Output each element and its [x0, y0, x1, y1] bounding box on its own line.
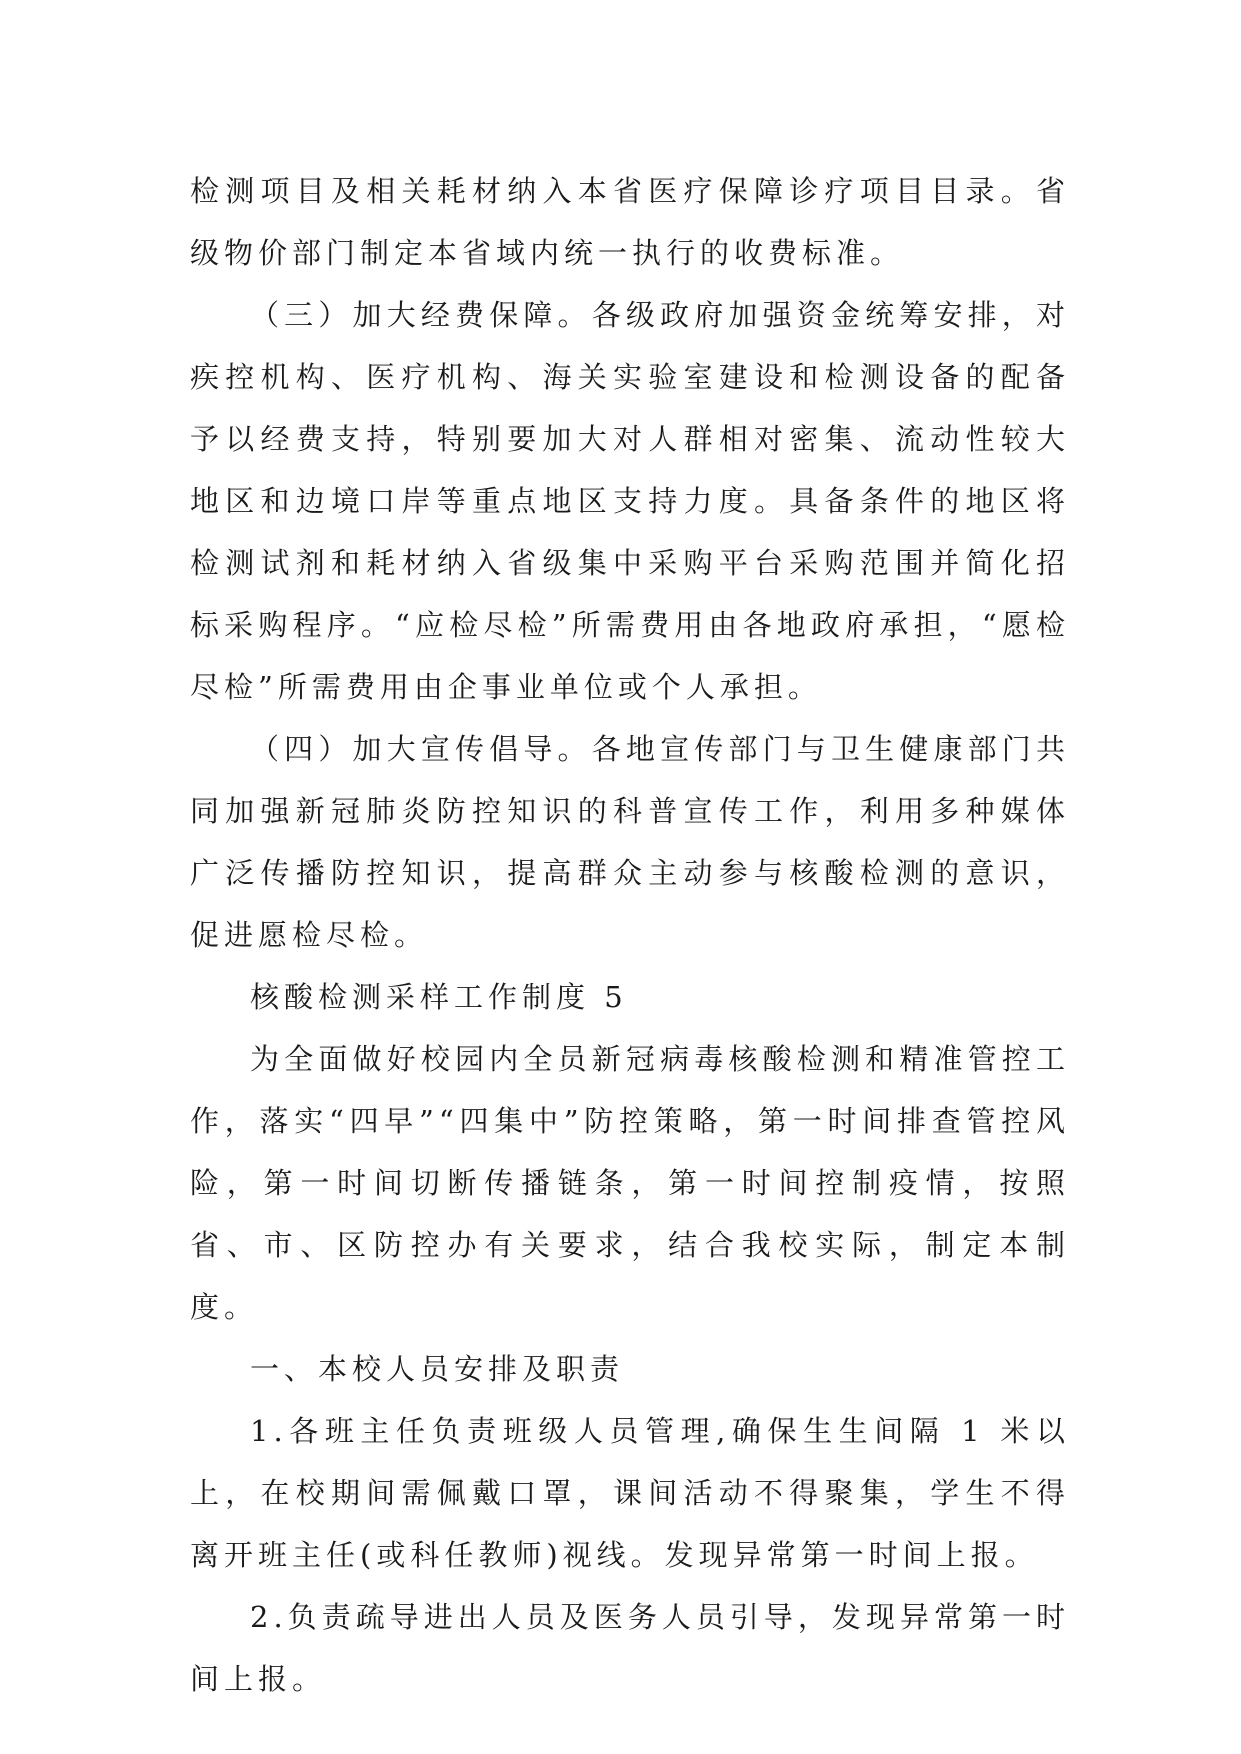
paragraph-publicity: （四）加大宣传倡导。各地宣传部门与卫生健康部门共同加强新冠肺炎防控知识的科普宣传工作，利用多种媒体广泛传播防控知识，提高群众主动参与核酸检测的意识，促进愿检尽检。 — [190, 732, 1070, 952]
section-heading-staff-duties: 一、本校人员安排及职责 — [250, 1352, 625, 1386]
paragraph-funding-guarantee: （三）加大经费保障。各级政府加强资金统筹安排，对疾控机构、医疗机构、海关实验室建设和检测设备的配备予以经费支持，特别要加大对人群相对密集、流动性较大地区和边境口岸等重点地区支持力度。具备条件的地区将检测试剂和耗材纳入省级集中采购平台采购范围并简化招标采购程序。“应检尽检”所需费用由各地政府承担，“愿检尽检”所需费用由企事业单位或个人承担。 — [190, 298, 1070, 704]
paragraph-fee-standard: 检测项目及相关耗材纳入本省医疗保障诊疗项目目录。省级物价部门制定本省域内统一执行的收费标准。 — [190, 174, 1070, 270]
paragraph-intro: 为全面做好校园内全员新冠病毒核酸检测和精准管控工作，落实“四早”“四集中”防控策略，第一时间排查管控风险，第一时间切断传播链条，第一时间控制疫情，按照省、市、区防控办有关要求，结合我校实际，制定本制度。 — [190, 1042, 1070, 1324]
section-title: 核酸检测采样工作制度 5 — [250, 980, 628, 1014]
list-item-1: 1.各班主任负责班级人员管理,确保生生间隔 1 米以上，在校期间需佩戴口罩，课间活动不得聚集，学生不得离开班主任(或科任教师)视线。发现异常第一时间上报。 — [190, 1414, 1070, 1572]
list-item-2: 2.负责疏导进出人员及医务人员引导，发现异常第一时间上报。 — [190, 1600, 1070, 1696]
document-body — [190, 160, 1070, 1710]
